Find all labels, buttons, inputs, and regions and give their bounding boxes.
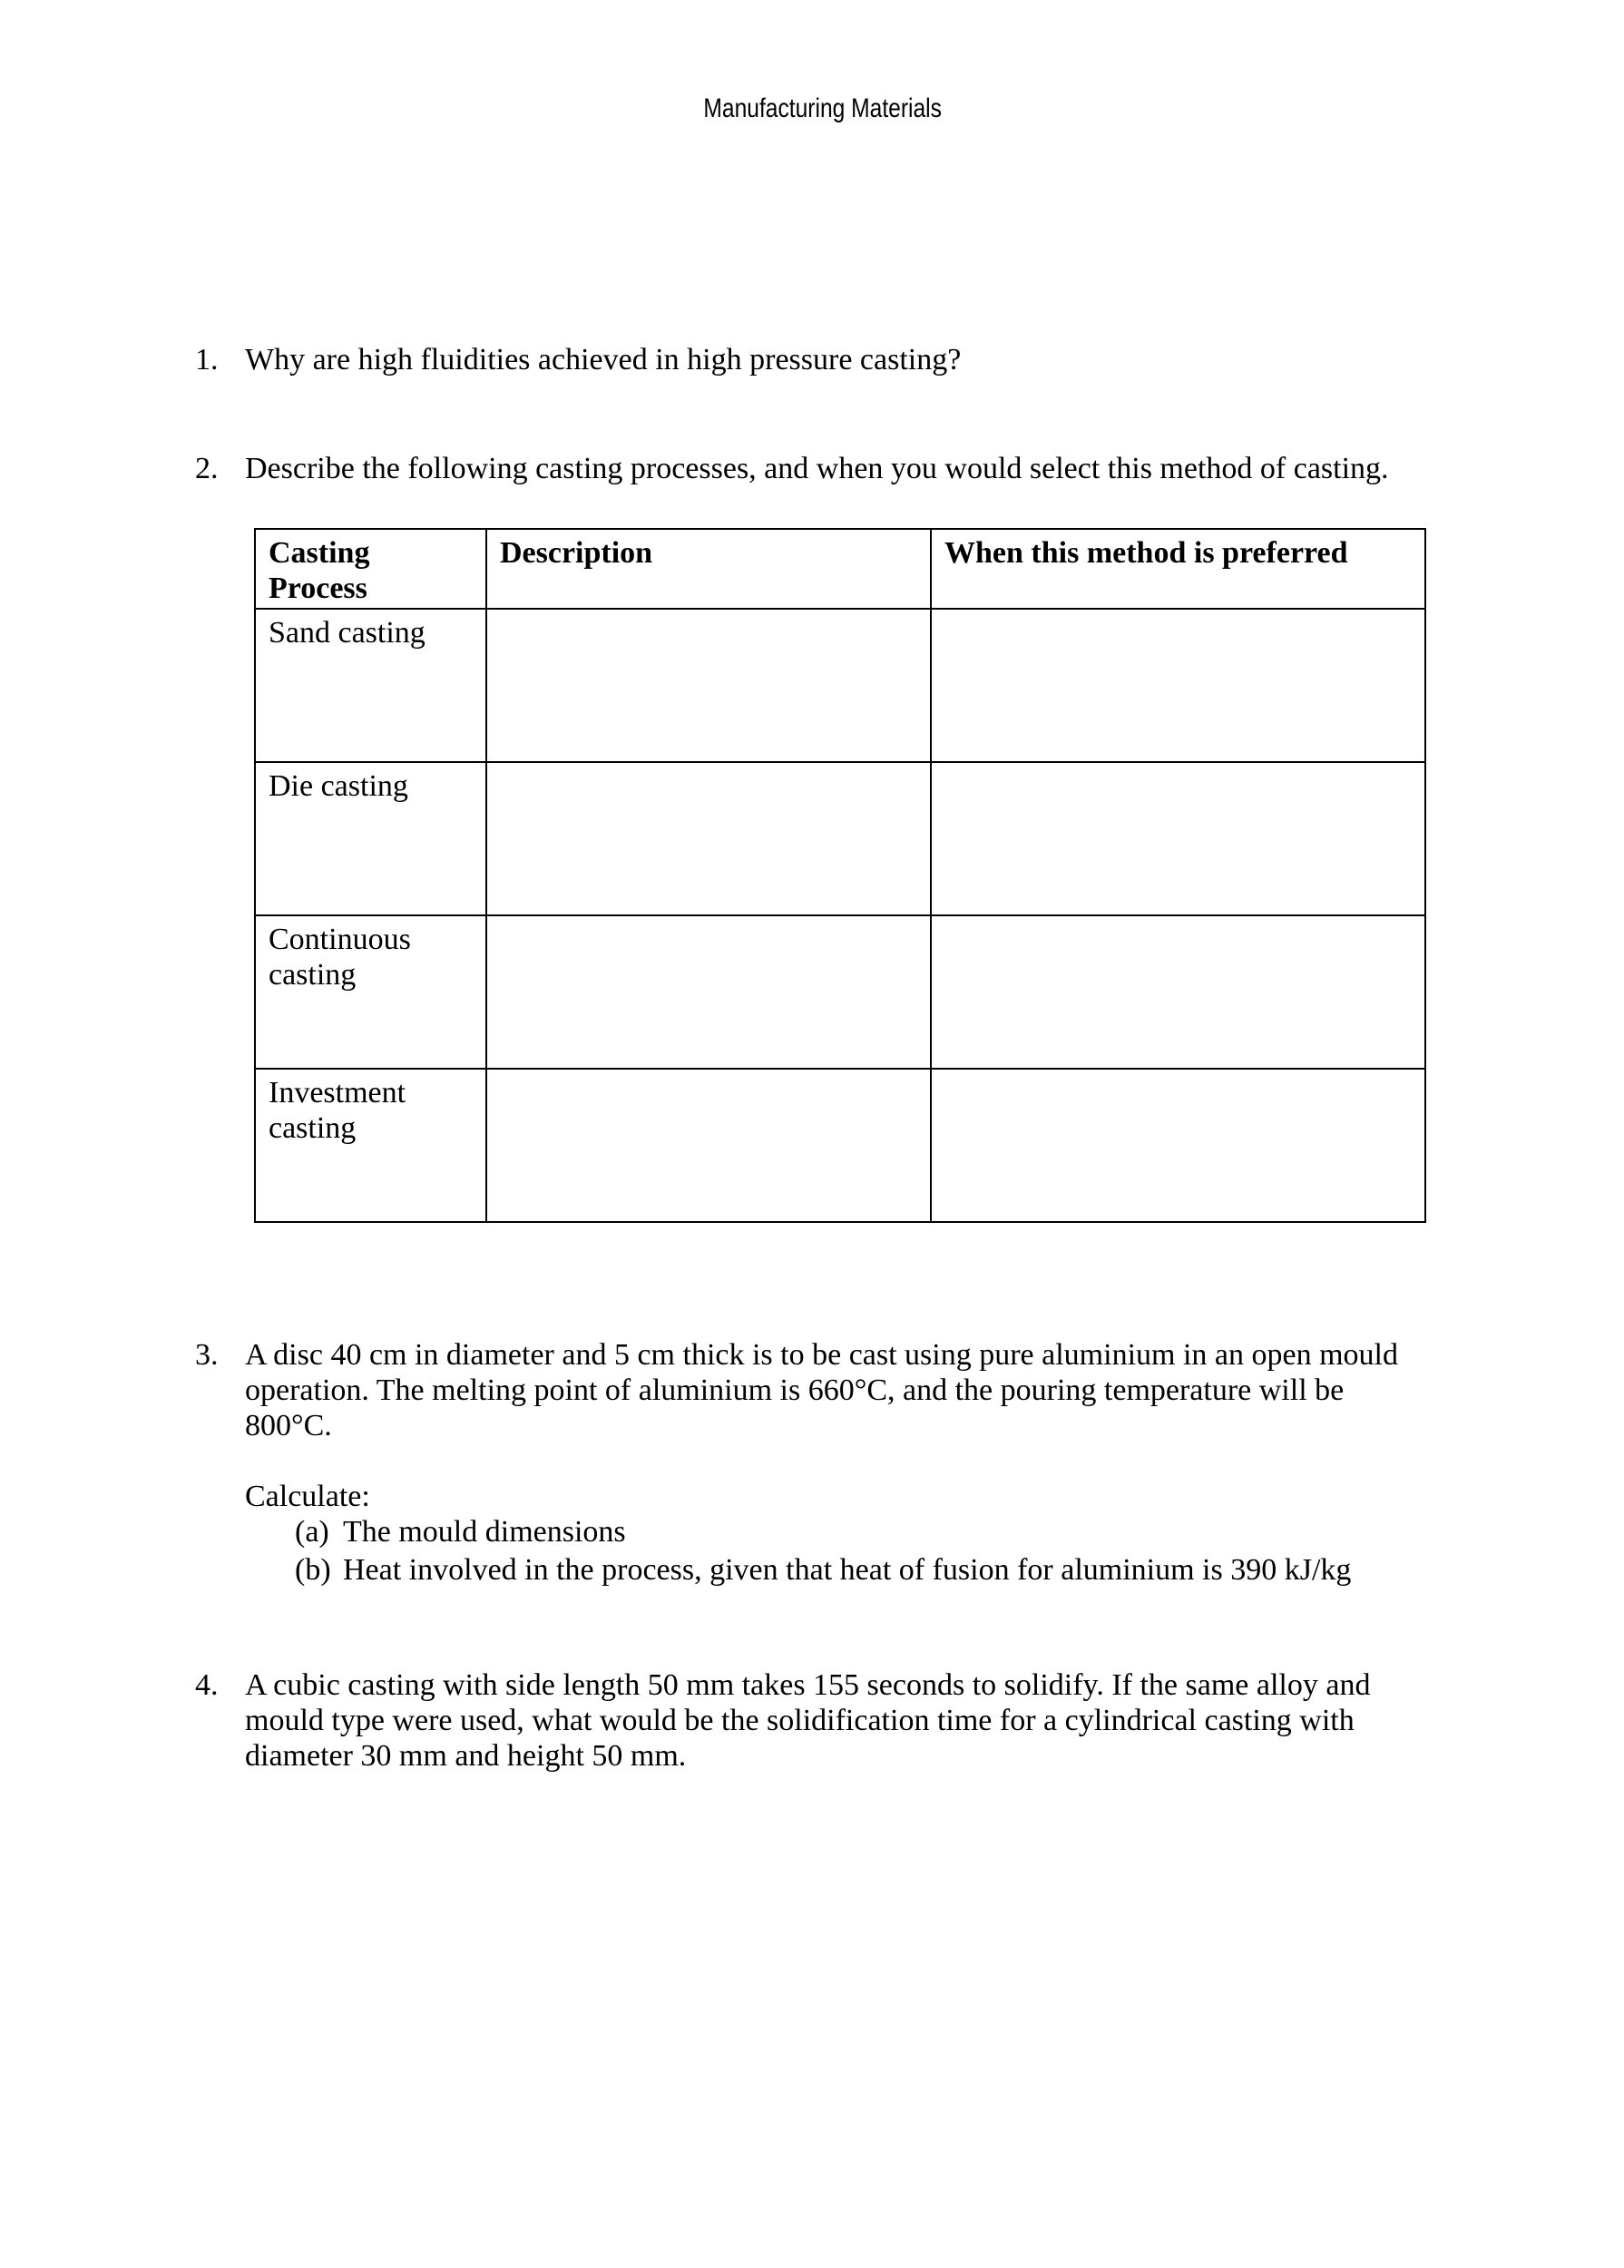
table-header-cell: Casting Process [255,529,486,609]
page-header-title: Manufacturing Materials [703,93,942,123]
list-item [295,1552,1438,1588]
table-row [255,762,1425,915]
sub-question-letter: (b) [295,1553,331,1587]
table-cell-process: Investment casting [255,1069,486,1222]
table-row [255,915,1425,1069]
table-cell-preferred [931,762,1425,915]
sub-question-letter: (a) [295,1515,329,1549]
sub-question-text: The mould dimensions [343,1515,626,1549]
question-text: Describe the following casting processes, and when you would select this method of casting. [245,452,1389,485]
table-cell-description [486,609,931,762]
calculate-label: Calculate: [245,1480,370,1513]
table-cell-preferred [931,609,1425,762]
table-cell-description [486,1069,931,1222]
sub-question-text: Heat involved in the process, given that heat of fusion for aluminium is 390 kJ/kg [343,1553,1352,1587]
table-header-cell: When this method is preferred [931,529,1425,609]
question-text: A disc 40 cm in diameter and 5 cm thick is to be cast using pure aluminium in an open mould operation. The melting point of aluminium is 660°C, and the pouring temperature will be 800°C. [245,1338,1398,1442]
table-cell-process: Sand casting [255,609,486,762]
table-cell-process: Continuous casting [255,915,486,1069]
table-cell-preferred [931,1069,1425,1222]
question-number: 1. [195,343,219,376]
question-number: 4. [195,1668,219,1702]
table-cell-preferred [931,915,1425,1069]
question-text: A cubic casting with side length 50 mm takes 155 seconds to solidify. If the same alloy and mould type were used, what would be the solidification time for a cylindrical casting with diameter 30 mm and height 50 mm. [245,1668,1371,1773]
table-cell-description [486,762,931,915]
list-item [295,1514,1438,1549]
casting-process-table [254,528,1426,1223]
question-text: Why are high fluidities achieved in high pressure casting? [245,343,962,376]
table-header-cell: Description [486,529,931,609]
table-header-row [255,529,1425,609]
question-number: 2. [195,452,219,485]
sub-question-list [295,1514,1438,1588]
table-row [255,1069,1425,1222]
question-number: 3. [195,1338,219,1372]
table-cell-description [486,915,931,1069]
table-row [255,609,1425,762]
table-cell-process: Die casting [255,762,486,915]
